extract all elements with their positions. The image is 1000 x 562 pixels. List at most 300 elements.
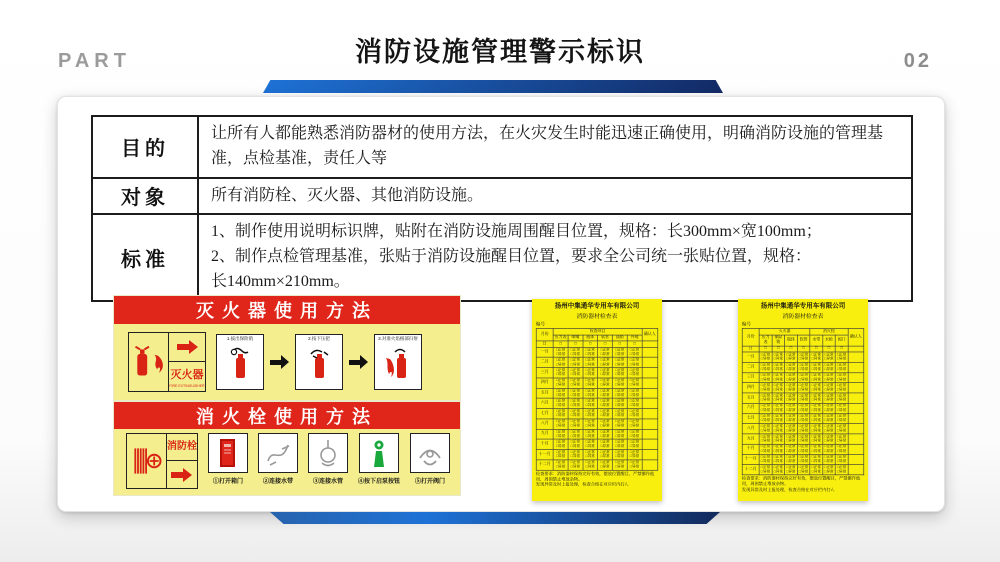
poster-check-cell: □正常 □异常 [760, 373, 771, 382]
poster-check-cell: □正常 □异常 [773, 352, 783, 361]
poster-company: 扬州中集通华专用车有限公司 [760, 302, 846, 310]
poster-check-cell: □正常 □异常 [798, 352, 809, 361]
poster-check-cell: □正常 □异常 [824, 383, 834, 392]
checkbox-icon: □ [835, 346, 848, 352]
poster-check-cell: □正常 □异常 [568, 357, 583, 367]
page-number: 02 [903, 50, 932, 72]
poster-check-cell: □正常 □异常 [798, 465, 809, 474]
poster-check-cell: □正常 □异常 [568, 368, 583, 378]
poster-check-cell: □正常 □异常 [824, 362, 834, 372]
poster-confirm-cell [848, 434, 864, 444]
usage-step [258, 433, 298, 485]
poster-check-cell: □正常 □异常 [786, 465, 796, 474]
poster-check-cell: □正常 □异常 [553, 419, 568, 429]
poster-check-cell: □正常 □异常 [760, 434, 771, 443]
poster-check-cell: □正常 □异常 [568, 439, 583, 449]
hydrant-steps [208, 433, 460, 485]
poster-check-cell: □正常 □异常 [811, 362, 821, 372]
poster-check-cell: □正常 □异常 [836, 403, 847, 413]
info-row-purpose-label: 目的 [93, 117, 199, 177]
step-caption: ③连接水管 [312, 479, 343, 485]
poster-check-cell: □正常 □异常 [836, 455, 847, 464]
poster-check-cell: □正常 □异常 [627, 439, 642, 449]
poster-check-cell: □正常 □异常 [811, 424, 821, 433]
poster-check-cell: □正常 □异常 [836, 383, 847, 392]
poster-column-header: 瓶体 [785, 335, 798, 346]
poster-check-cell: □正常 □异常 [583, 398, 598, 408]
poster-month-label: 六月 [536, 398, 553, 408]
poster-check-cell: □正常 □异常 [786, 352, 796, 361]
poster-check-cell: □正常 □异常 [798, 424, 809, 433]
poster-check-cell: □正常 □异常 [836, 352, 847, 361]
info-row-object-label: 对象 [93, 177, 199, 214]
poster-check-cell: □正常 □异常 [798, 393, 809, 402]
poster-month-label: 十月 [536, 439, 553, 449]
checkbox-icon: □ [553, 341, 568, 347]
poster-confirm-cell [642, 347, 658, 357]
poster-check-cell: □正常 □异常 [786, 362, 796, 372]
poster-check-cell: □正常 □异常 [760, 362, 771, 372]
hydrant-panel-label-cell [167, 434, 197, 461]
standard-line-2: 2、制作点检管理基准，张贴于消防设施醒目位置，要求全公司统一张贴位置，规格： [211, 248, 812, 266]
poster-check-cell: □正常 □异常 [598, 378, 613, 388]
poster-check-cell: □正常 □异常 [773, 465, 783, 474]
poster-check-cell: □正常 □异常 [627, 357, 642, 367]
poster-check-cell: □正常 □异常 [760, 455, 771, 464]
extinguisher-sign-title: 灭火器使用方法 [114, 296, 460, 324]
poster-check-cell: □正常 □异常 [598, 388, 613, 398]
extinguisher-panel-label: 灭火器 [170, 368, 204, 381]
poster-check-cell: □正常 □异常 [553, 409, 568, 419]
inspection-poster-inner [532, 299, 662, 491]
poster-month-label: 二月 [742, 362, 759, 372]
poster-confirm-cell [848, 413, 864, 423]
poster-check-cell: □正常 □异常 [773, 424, 783, 433]
poster-confirm-cell [848, 424, 864, 434]
poster-month-label: 九月 [536, 429, 553, 439]
poster-check-cell: □正常 □异常 [627, 409, 642, 419]
poster-check-cell: □正常 □异常 [553, 378, 568, 388]
poster-check-cell: □正常 □异常 [627, 378, 642, 388]
poster-check-cell: □正常 □异常 [836, 434, 847, 443]
extinguisher-panel [128, 332, 206, 392]
arrow-right-icon [270, 355, 289, 369]
poster-check-cell: □正常 □异常 [598, 409, 613, 419]
poster-check-cell: □正常 □异常 [760, 465, 771, 474]
poster-column-header: 水带 [810, 335, 823, 346]
poster-column-header: 外观 [627, 335, 642, 341]
poster-note-line: 检查要求：消防器材保持完好有效，摆放位置醒目，严禁挪作他用，周围禁止堆放杂物。 [741, 476, 861, 487]
poster-check-cell: □正常 □异常 [798, 455, 809, 464]
extinguisher-pin-icon [224, 342, 256, 387]
bottom-accent-bar [270, 512, 720, 524]
poster-confirm-cell [848, 444, 864, 454]
inspection-poster-inner [738, 299, 868, 496]
standard-line-3: 长140mm×210mm。 [211, 272, 350, 290]
poster-group-header: 灭火器 [759, 329, 810, 335]
poster-check-cell: □正常 □异常 [773, 383, 783, 392]
extinguisher-press-icon [303, 342, 335, 387]
top-accent-bar [263, 80, 723, 93]
poster-title: 消防器材检查表 [576, 312, 618, 320]
poster-confirm-cell [848, 362, 864, 372]
poster-month-label: 十一月 [536, 449, 553, 459]
poster-check-cell: □正常 □异常 [811, 455, 821, 464]
poster-check-cell: □正常 □异常 [568, 449, 583, 459]
poster-check-cell: □正常 □异常 [583, 378, 598, 388]
poster-check-cell: □正常 □异常 [553, 429, 568, 439]
poster-check-cell: □正常 □异常 [598, 398, 613, 408]
poster-check-cell: □正常 □异常 [568, 419, 583, 429]
step-caption: 1.拔出保险销 [226, 336, 254, 341]
checkbox-icon: □ [810, 346, 823, 352]
hose-reel-icon [127, 434, 167, 488]
poster-check-cell: □正常 □异常 [583, 368, 598, 378]
poster-check-cell: □正常 □异常 [786, 403, 796, 413]
poster-check-cell: □正常 □异常 [773, 393, 783, 402]
poster-check-cell: □正常 □异常 [824, 424, 834, 433]
checkbox-icon: □ [797, 346, 810, 352]
poster-column-header: 喷嘴 [568, 335, 583, 341]
poster-check-cell: □正常 □异常 [627, 368, 642, 378]
poster-check-cell: □正常 □异常 [836, 362, 847, 372]
hose-icon [258, 433, 298, 473]
poster-check-cell: □正常 □异常 [583, 439, 598, 449]
poster-check-cell: □正常 □异常 [786, 444, 796, 454]
usage-step [358, 433, 400, 485]
extinguisher-panel-right [169, 333, 205, 391]
poster-month-label: 九月 [742, 434, 759, 444]
poster-check-cell: □正常 □异常 [760, 383, 771, 392]
poster-check-cell: □正常 □异常 [568, 409, 583, 419]
poster-confirm-cell [642, 409, 658, 419]
checkbox-icon: □ [627, 341, 642, 347]
poster-check-cell: □正常 □异常 [836, 393, 847, 402]
poster-month-label: 二月 [536, 357, 553, 367]
poster-check-cell: □正常 □异常 [583, 449, 598, 459]
poster-confirm-cell [642, 449, 658, 459]
info-table [91, 115, 913, 302]
poster-check-cell: □正常 □异常 [568, 429, 583, 439]
page-title: 消防设施管理警示标识 [355, 37, 645, 67]
poster-check-cell: □正常 □异常 [627, 388, 642, 398]
poster-column-header: 压力表 [554, 335, 567, 340]
poster-check-cell: □正常 □异常 [598, 368, 613, 378]
usage-step [216, 334, 264, 390]
poster-month-label: 四月 [536, 378, 553, 388]
poster-notes [536, 472, 658, 488]
poster-confirm-cell [642, 357, 658, 367]
poster-check-cell: □正常 □异常 [836, 444, 847, 454]
poster-check-cell: □正常 □异常 [627, 398, 642, 408]
step-caption: ②连接水带 [262, 479, 293, 485]
step-caption: ④按下启泵按钮 [357, 479, 400, 485]
poster-group-header: 消火栓 [810, 329, 848, 335]
poster-month-label: 三月 [536, 368, 553, 378]
poster-check-cell: □正常 □异常 [786, 393, 796, 402]
poster-check-cell: □正常 □异常 [612, 378, 627, 388]
poster-check-cell: □正常 □异常 [568, 398, 583, 408]
poster-check-cell: □正常 □异常 [612, 460, 627, 470]
extinguisher-panel-sublabel: FIRE EXTINGUISHER [169, 383, 205, 388]
poster-check-cell: □正常 □异常 [811, 393, 821, 402]
poster-check-cell: □正常 □异常 [824, 403, 834, 413]
poster-check-cell: □正常 □异常 [598, 347, 613, 357]
poster-check-cell: □正常 □异常 [786, 383, 796, 392]
poster-check-cell: □正常 □异常 [811, 373, 821, 382]
poster-confirm-cell [642, 419, 658, 429]
poster-column-header: 保险销 [772, 335, 785, 346]
hydrant-sign-title: 消火栓使用方法 [114, 402, 460, 429]
poster-check-cell: □正常 □异常 [811, 352, 821, 361]
poster-month-label: 六月 [742, 403, 759, 413]
poster-month-label: 十二月 [536, 460, 553, 470]
poster-check-cell: □正常 □异常 [773, 414, 783, 423]
poster-month-label: 十二月 [742, 465, 759, 475]
poster-check-cell: □正常 □异常 [612, 368, 627, 378]
poster-check-cell: □正常 □异常 [627, 449, 642, 459]
poster-check-cell: □正常 □异常 [824, 414, 834, 423]
poster-column-header: 水枪 [823, 335, 836, 346]
poster-note-line: 发现异常及时上报处理，检查合格在对应栏内打√。 [535, 482, 632, 488]
poster-check-cell: □正常 □异常 [773, 373, 783, 382]
poster-check-cell: □正常 □异常 [836, 414, 847, 423]
poster-check-cell: □正常 □异常 [773, 362, 783, 372]
poster-check-cell: □正常 □异常 [612, 449, 627, 459]
poster-check-cell: □正常 □异常 [612, 409, 627, 419]
poster-check-cell: □正常 □异常 [598, 429, 613, 439]
usage-step [308, 433, 348, 485]
poster-confirm-cell [642, 460, 658, 470]
poster-check-cell: □正常 □异常 [798, 383, 809, 392]
poster-check-cell: □正常 □异常 [786, 414, 796, 423]
poster-column-header: 插销 [612, 335, 627, 341]
poster-column-header: 软管 [598, 335, 613, 341]
arrow-right-icon [169, 333, 205, 362]
poster-note-line: 发现异常及时上报处理，检查合格在对应栏内打√。 [741, 487, 838, 492]
poster-check-cell: □正常 □异常 [583, 429, 598, 439]
poster-check-cell: □正常 □异常 [598, 419, 613, 429]
poster-check-cell: □正常 □异常 [824, 444, 834, 454]
inspection-table [742, 328, 864, 475]
pump-button-icon [359, 433, 399, 473]
poster-month-label: 七月 [536, 409, 553, 419]
poster-check-cell: □正常 □异常 [811, 465, 821, 474]
standard-line-1: 1、制作使用说明标识牌，贴附在消防设施周围醒目位置，规格：长300mm×宽100mm； [211, 223, 822, 241]
poster-day-label: 日 [536, 341, 553, 347]
info-row-standard-content [199, 213, 911, 299]
usage-step [208, 433, 248, 485]
poster-title: 消防器材检查表 [782, 312, 824, 320]
poster-check-cell: □正常 □异常 [836, 373, 847, 382]
poster-check-cell: □正常 □异常 [798, 362, 809, 372]
poster-check-cell: □正常 □异常 [824, 393, 834, 402]
poster-check-cell: □正常 □异常 [598, 460, 613, 470]
poster-confirm-cell [848, 393, 864, 403]
poster-check-cell: □正常 □异常 [598, 439, 613, 449]
poster-check-cell: □正常 □异常 [760, 403, 771, 413]
arrow-right-icon [167, 461, 197, 488]
poster-confirm-cell [642, 388, 658, 398]
poster-month-label: 五月 [742, 393, 759, 403]
poster-check-cell: □正常 □异常 [627, 429, 642, 439]
poster-confirm-cell [848, 383, 864, 393]
poster-check-cell: □正常 □异常 [773, 444, 783, 454]
poster-check-cell: □正常 □异常 [773, 403, 783, 413]
checkbox-icon: □ [785, 346, 798, 352]
poster-check-cell: □正常 □异常 [612, 419, 627, 429]
poster-check-cell: □正常 □异常 [612, 439, 627, 449]
poster-serial-label: 编号 [535, 322, 545, 327]
poster-check-cell: □正常 □异常 [760, 414, 771, 423]
poster-check-cell: □正常 □异常 [786, 455, 796, 464]
poster-check-cell: □正常 □异常 [773, 434, 783, 443]
poster-check-cell: □正常 □异常 [553, 398, 568, 408]
step-caption: 3.对准火焰根部扫射 [378, 336, 418, 341]
poster-check-cell: □正常 □异常 [612, 388, 627, 398]
info-row-object-content [199, 177, 911, 214]
poster-check-cell: □正常 □异常 [553, 439, 568, 449]
poster-confirm-cell [642, 439, 658, 449]
extinguisher-panel-label-cell [169, 362, 205, 391]
usage-step [295, 334, 343, 390]
poster-check-cell: □正常 □异常 [553, 357, 568, 367]
poster-check-cell: □正常 □异常 [612, 429, 627, 439]
poster-check-cell: □正常 □异常 [553, 368, 568, 378]
info-row-standard-label: 标准 [93, 213, 199, 299]
poster-month-label: 八月 [536, 419, 553, 429]
poster-month-label: 十月 [742, 444, 759, 454]
poster-check-cell: □正常 □异常 [824, 455, 834, 464]
checkbox-icon: □ [568, 341, 583, 347]
poster-confirm-cell [642, 429, 658, 439]
poster-check-cell: □正常 □异常 [811, 444, 821, 454]
inspection-poster-right [738, 299, 868, 501]
poster-column-header: 压力表 [759, 335, 772, 346]
hydrant-sign-body [114, 429, 460, 495]
hydrant-usage-sign [114, 402, 460, 495]
poster-confirm-cell [848, 352, 864, 362]
poster-check-cell: □正常 □异常 [553, 460, 568, 470]
poster-check-cell: □正常 □异常 [798, 373, 809, 382]
extinguisher-sign-body [114, 324, 460, 400]
poster-corner-label: 月份 [742, 329, 759, 346]
poster-confirm-header: 确认人 [848, 329, 864, 346]
pipe-icon [308, 433, 348, 473]
poster-month-label: 一月 [742, 352, 759, 362]
poster-check-cell: □正常 □异常 [824, 373, 834, 382]
extinguisher-usage-sign [114, 296, 460, 400]
poster-column-header: 软管 [797, 335, 810, 346]
poster-check-cell: □正常 □异常 [553, 388, 568, 398]
poster-corner-label: 月份 [536, 329, 553, 341]
poster-check-cell: □正常 □异常 [627, 460, 642, 470]
poster-check-cell: □正常 □异常 [553, 449, 568, 459]
hydrant-panel-right [167, 434, 197, 488]
poster-month-label: 一月 [536, 347, 553, 357]
poster-check-cell: □正常 □异常 [568, 460, 583, 470]
poster-check-cell: □正常 □异常 [824, 434, 834, 443]
step-caption: ①打开箱门 [212, 479, 243, 485]
poster-check-cell: □正常 □异常 [627, 419, 642, 429]
poster-check-cell: □正常 □异常 [598, 449, 613, 459]
poster-month-label: 八月 [742, 424, 759, 434]
valve-icon [410, 433, 450, 473]
poster-check-cell: □正常 □异常 [583, 460, 598, 470]
poster-confirm-cell [642, 368, 658, 378]
content-card [57, 96, 945, 512]
step-caption: ⑤打开阀门 [414, 479, 445, 485]
poster-check-cell: □正常 □异常 [568, 378, 583, 388]
poster-check-cell: □正常 □异常 [824, 352, 834, 361]
poster-group-header: 检查项目 [553, 329, 642, 335]
poster-month-label: 五月 [536, 388, 553, 398]
poster-check-cell: □正常 □异常 [583, 388, 598, 398]
poster-check-cell: □正常 □异常 [798, 414, 809, 423]
poster-check-cell: □正常 □异常 [612, 347, 627, 357]
poster-check-cell: □正常 □异常 [811, 383, 821, 392]
poster-check-cell: □正常 □异常 [612, 357, 627, 367]
hydrant-panel [126, 433, 198, 489]
usage-step [374, 334, 422, 390]
poster-note-line: 检查要求：消防器材保持完好有效，摆放位置醒目，严禁挪作他用，周围禁止堆放杂物。 [535, 471, 655, 482]
poster-check-cell: □正常 □异常 [798, 403, 809, 413]
poster-check-cell: □正常 □异常 [798, 434, 809, 443]
hydrant-panel-label: 消防栓 [167, 441, 197, 452]
inspection-table [536, 328, 658, 470]
poster-check-cell: □正常 □异常 [760, 444, 771, 454]
poster-month-label: 四月 [742, 383, 759, 393]
poster-check-cell: □正常 □异常 [627, 347, 642, 357]
poster-check-cell: □正常 □异常 [786, 434, 796, 443]
fire-extinguisher-icon [129, 333, 169, 391]
info-row-purpose-content [199, 117, 911, 177]
poster-confirm-cell [848, 454, 864, 464]
poster-check-cell: □正常 □异常 [798, 444, 809, 454]
poster-check-cell: □正常 □异常 [824, 465, 834, 474]
checkbox-icon: □ [772, 346, 785, 352]
purpose-text: 让所有人都能熟悉消防器材的使用方法，在火灾发生时能迅速正确使用，明确消防设施的管理基准，点检基准，责任人等 [211, 125, 884, 167]
poster-check-cell: □正常 □异常 [568, 388, 583, 398]
poster-confirm-cell [848, 372, 864, 382]
poster-check-cell: □正常 □异常 [760, 393, 771, 402]
poster-check-cell: □正常 □异常 [836, 424, 847, 433]
poster-confirm-cell [642, 398, 658, 408]
poster-month-label: 十一月 [742, 454, 759, 464]
poster-check-cell: □正常 □异常 [583, 357, 598, 367]
checkbox-icon: □ [583, 341, 598, 347]
poster-check-cell: □正常 □异常 [760, 352, 771, 361]
poster-check-cell: □正常 □异常 [612, 398, 627, 408]
checkbox-icon: □ [612, 341, 627, 347]
checkbox-icon: □ [759, 346, 772, 352]
poster-check-cell: □正常 □异常 [553, 347, 568, 357]
checkbox-icon: □ [598, 341, 613, 347]
cabinet-icon [208, 433, 248, 473]
poster-check-cell: □正常 □异常 [760, 424, 771, 433]
poster-month-label: 七月 [742, 413, 759, 423]
poster-month-label: 三月 [742, 372, 759, 382]
poster-check-cell: □正常 □异常 [773, 455, 783, 464]
poster-confirm-cell [848, 465, 864, 475]
poster-check-cell: □正常 □异常 [598, 357, 613, 367]
object-text: 所有消防栓、灭火器、其他消防设施。 [211, 186, 484, 204]
poster-check-cell: □正常 □异常 [583, 409, 598, 419]
poster-check-cell: □正常 □异常 [583, 347, 598, 357]
poster-check-cell: □正常 □异常 [786, 373, 796, 382]
poster-check-cell: □正常 □异常 [811, 414, 821, 423]
inspection-poster-left [532, 299, 662, 501]
